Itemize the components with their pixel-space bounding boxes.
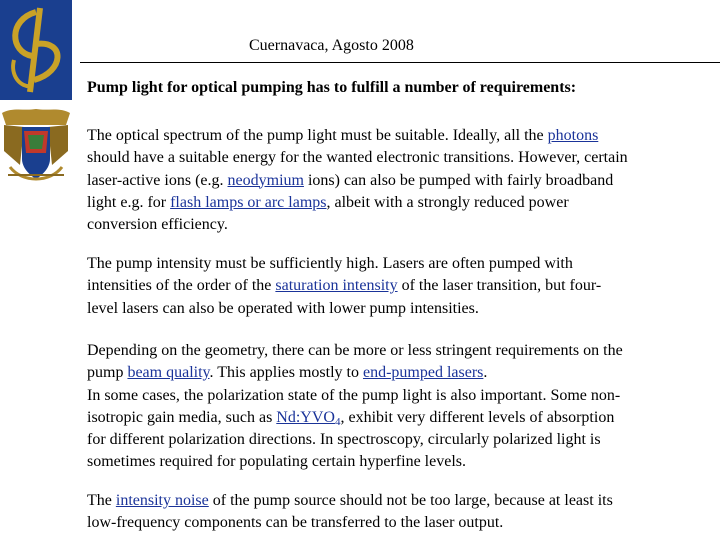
paragraph-line: Depending on the geometry, there can be more or less stringent requirements on the	[87, 342, 623, 359]
slide-heading: Pump light for optical pumping has to fulfill a number of requirements:	[87, 79, 577, 96]
university-crest-emblem	[0, 105, 72, 190]
paragraph-line: pump beam quality. This applies mostly to end-pumped lasers.	[87, 364, 488, 382]
paragraph-line: isotropic gain media, such as $Nd:YVO_4$, exhibit very different levels of absorption	[87, 408, 615, 428]
paragraph-intensity	[87, 253, 707, 320]
paragraph-spectrum	[87, 125, 707, 236]
link-end-pumped-lasers[interactable]: end-pumped lasers	[362, 364, 484, 382]
paragraph-line: conversion efficiency.	[87, 216, 228, 234]
header-divider-end	[698, 62, 720, 63]
paragraph-line: light e.g. for flash lamps or arc lamps, albeit with a strongly reduced power	[87, 193, 569, 211]
paragraph-line: The optical spectrum of the pump light must be suitable. Ideally, all the photons	[87, 127, 599, 144]
paragraph-line: The pump intensity must be sufficiently high. Lasers are often pumped with	[87, 255, 573, 272]
paragraph-line: In some cases, the polarization state of the pump light is also important. Some non-	[87, 386, 621, 404]
paragraph-line: low-frequency components can be transferred to the laser output.	[87, 514, 504, 532]
institute-logo-emblem	[0, 0, 72, 100]
link-intensity-noise[interactable]: intensity noise	[115, 492, 209, 509]
paragraph-geometry	[87, 340, 707, 474]
paragraph-line: for different polarization directions. In spectroscopy, circularly polarized light is	[87, 431, 601, 449]
header-divider	[80, 62, 698, 63]
paragraph-line: The intensity noise of the pump source should not be too large, because at least its	[87, 492, 613, 509]
university-crest	[0, 105, 72, 190]
paragraph-line: sometimes required for populating certain hyperfine levels.	[87, 453, 466, 471]
paragraph-line: level lasers can also be operated with lower pump intensities.	[87, 299, 479, 317]
link-photons[interactable]: photons	[547, 127, 599, 144]
link-saturation-intensity[interactable]: saturation intensity	[275, 277, 398, 295]
header-place-date: Cuernavaca, Agosto 2008	[249, 37, 414, 54]
institute-logo	[0, 0, 72, 100]
paragraph-noise	[87, 490, 707, 535]
paragraph-line: intensities of the order of the saturation intensity of the laser transition, but four-	[87, 277, 602, 295]
paragraph-line: should have a suitable energy for the wanted electronic transitions. However, certain	[87, 149, 628, 167]
paragraph-line: laser-active ions (e.g. neodymium ions) can also be pumped with fairly broadband	[87, 171, 614, 189]
link-beam-quality[interactable]: beam quality	[127, 364, 210, 382]
link-flash-lamps[interactable]: flash lamps or arc lamps	[170, 193, 327, 211]
link-neodymium[interactable]: neodymium	[227, 171, 304, 189]
link-nd-yvo4[interactable]: $Nd:YVO_4$	[276, 408, 341, 428]
